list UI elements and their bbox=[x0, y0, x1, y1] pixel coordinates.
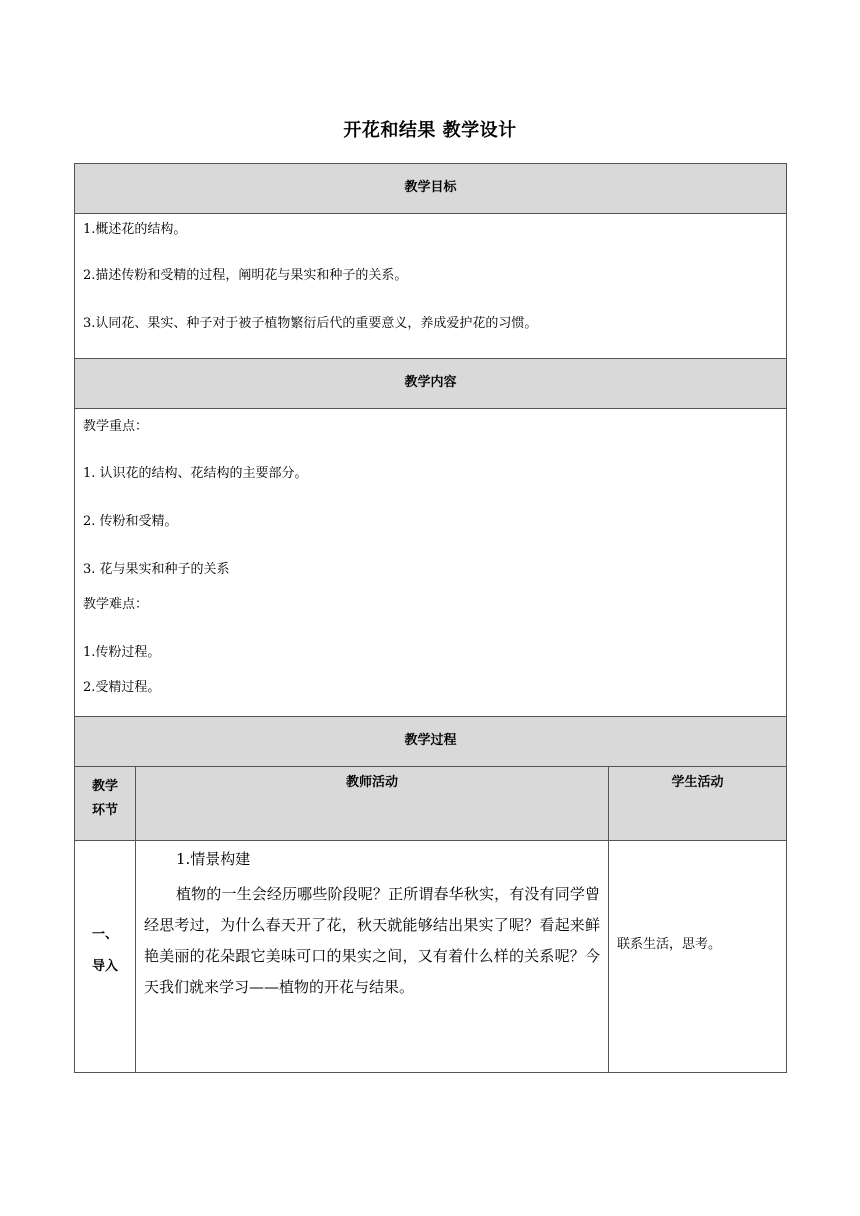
content-body bbox=[75, 409, 787, 717]
process-header bbox=[75, 717, 787, 767]
objective-item: 3.认同花、果实、种子对于被子植物繁衍后代的重要意义，养成爱护花的习惯。 bbox=[83, 316, 538, 331]
process-row bbox=[75, 841, 787, 1073]
stage-cell bbox=[75, 841, 136, 1073]
objectives-header bbox=[75, 164, 787, 214]
content-header bbox=[75, 359, 787, 409]
difficult-point-item: 2.受精过程。 bbox=[83, 680, 161, 695]
difficult-point-item: 1.传粉过程。 bbox=[83, 645, 161, 660]
objectives-header-label: 教学目标 bbox=[404, 180, 457, 195]
teacher-activity-cell bbox=[136, 841, 609, 1073]
lesson-plan-table bbox=[74, 163, 787, 1073]
student-column-header bbox=[609, 767, 787, 841]
objective-item: 1.概述花的结构。 bbox=[83, 222, 187, 237]
teacher-column-label: 教师活动 bbox=[345, 775, 398, 790]
key-points-label: 教学重点： bbox=[83, 419, 149, 434]
objective-item: 2.描述传粉和受精的过程，阐明花与果实和种子的关系。 bbox=[83, 268, 408, 283]
key-point-item: 1. 认识花的结构、花结构的主要部分。 bbox=[83, 466, 308, 481]
stage-column-header bbox=[75, 767, 136, 841]
teacher-column-header bbox=[136, 767, 609, 841]
teacher-activity-heading: 1.情景构建 bbox=[176, 850, 251, 868]
student-activity-text: 联系生活，思考。 bbox=[617, 937, 722, 952]
teacher-activity-text: 植物的一生会经历哪些阶段呢？正所谓春华秋实，有没有同学曾经思考过，为什么春天开了花，秋天就能够结出果实了呢？看起来鲜艳美丽的花朵跟它美味可口的果实之间，又有着什么样的关系呢？今天我们就来学习——植物的开花与结果。 bbox=[144, 885, 600, 996]
key-point-item: 3. 花与果实和种子的关系 bbox=[83, 562, 230, 577]
key-point-item: 2. 传粉和受精。 bbox=[83, 514, 178, 529]
student-activity-cell bbox=[609, 841, 787, 1073]
content-header-label: 教学内容 bbox=[404, 375, 457, 390]
difficult-points-label: 教学难点： bbox=[83, 597, 149, 612]
stage-column-label: 教学环节 bbox=[91, 779, 118, 818]
process-header-label: 教学过程 bbox=[404, 733, 457, 748]
stage-number: 一、 bbox=[91, 926, 118, 942]
page-title: 开花和结果 教学设计 bbox=[343, 120, 517, 141]
stage-name: 导入 bbox=[91, 958, 118, 974]
objectives-body bbox=[75, 214, 787, 359]
student-column-label: 学生活动 bbox=[671, 775, 724, 790]
